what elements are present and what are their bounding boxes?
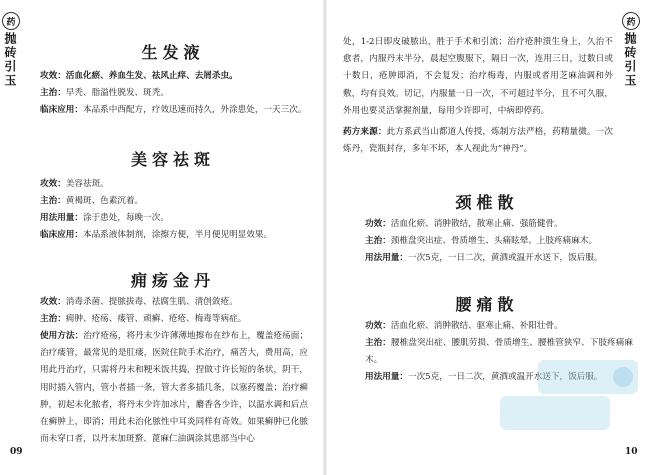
indication-text: 早秃、脂溢性脱发、斑秃。 (65, 88, 169, 98)
indication-text: 痈肿、疮疡、瘘管、顽癣、疮疮、梅毒等病症。 (65, 314, 247, 324)
clinical-label: 临床应用： (40, 230, 83, 240)
section-5-indication (365, 335, 633, 369)
section-4-usage (365, 250, 633, 267)
page-number-right: 10 (625, 447, 638, 457)
efficacy-text: 活血化瘀、消肿散结，散寒止痛、强筋健骨。 (390, 219, 563, 229)
usage-label: 用法用量： (365, 372, 408, 382)
usage-label: 用法用量： (40, 213, 83, 223)
source-label: 药方来源： (343, 127, 387, 137)
efficacy-label: 功效： (365, 219, 391, 229)
usage-label: 用法用量： (365, 253, 408, 263)
section-4-indication (365, 233, 633, 250)
efficacy-label: 攻效： (40, 297, 66, 307)
right-page (325, 0, 650, 475)
section-2-clinical (40, 227, 308, 244)
seal-right (622, 12, 640, 88)
efficacy-text: 活血化瘀、养血生发、祛风止痒、去屑杀虫。 (65, 71, 238, 81)
indication-text: 黄褐斑、色素沉着。 (65, 196, 144, 206)
seal-circle-icon: 药 (2, 12, 20, 30)
usage-text: 涂于患处，每晚一次。 (82, 213, 169, 223)
indication-label: 主治： (40, 88, 66, 98)
clinical-label: 临床应用： (40, 105, 83, 115)
section-2-efficacy (40, 176, 308, 193)
source-note (343, 124, 613, 158)
section-3-efficacy (40, 294, 308, 311)
usage-text: 一次5克，一日二次，黄酒或温开水送下，饭后服。 (407, 372, 603, 382)
section-title-ulcer-pill: 痈疡金丹 (130, 271, 215, 290)
seal-circle-icon: 药 (622, 12, 640, 30)
efficacy-text: 美容祛斑。 (65, 179, 109, 189)
usage-text: 一次5克，一日二次，黄酒或温开水送下，饭后服。 (407, 253, 603, 263)
section-1-efficacy (40, 68, 308, 85)
seal-text: 抛砖引玉 (623, 32, 637, 88)
section-1-clinical (40, 102, 308, 119)
indication-label: 主治： (40, 314, 66, 324)
section-2-indication (40, 193, 308, 210)
seal-left (2, 12, 20, 88)
clinical-text: 本品系液体制剂，涂擦方便，半月便见明显效果。 (82, 230, 273, 240)
section-2-usage (40, 210, 308, 227)
efficacy-label: 攻效： (40, 179, 66, 189)
indication-text: 颈椎盘突出症、骨质增生、头痛眩晕、上肢疼痛麻木。 (390, 236, 598, 246)
efficacy-text: 活血化瘀、消肿散结、驱寒止痛、补阳壮骨。 (390, 321, 563, 331)
section-3-indication (40, 311, 308, 328)
section-title-waist-powder: 腰痛散 (455, 295, 519, 314)
efficacy-text: 消毒杀菌、提脓拔毒、祛腐生肌、清创敛疮。 (65, 297, 238, 307)
indication-label: 主治： (40, 196, 66, 206)
indication-label: 主治： (365, 338, 391, 348)
indication-label: 主治： (365, 236, 391, 246)
section-title-neck-powder: 颈椎散 (455, 193, 519, 212)
section-5-usage (365, 369, 633, 386)
continuation-paragraph: 处，1-2日即皮破脓出，胜于手术和引流；治疗疮肿溃生身上，久治不愈者，内服丹末半分，晨起空腹服下，隔日一次，连用三日，过数日或十数日，疮肿即消，不会复发；治疗梅毒，内服或者用芝麻油调和外敷，均有良效。切记，内服量一日一次，不可超过半分，且不可久服，外用也要灵活掌握剂量，每用少许即可，中病即停药。 (343, 37, 613, 116)
section-3-method (40, 328, 308, 448)
indication-text: 腰椎盘突出症、腰肌劳损、骨质增生、腰椎管狭窄、下肢疼痛麻木。 (365, 338, 633, 366)
efficacy-label: 攻效： (40, 71, 66, 81)
method-text: 治疗疮疡，将丹末少许薄薄地擦布在纱布上，覆盖疮疡面；治疗瘘管，最常见的是肛瘘，医院住院手术治疗，痛苦大，费用高，应用此丹治疗，只需将丹末和粳米饭共捣，捏做寸许长短的条状，阴干，用时插入管内，管小者插一条，管大者多插几条，以塞药覆盖；治疗癣肿，初起未化脓者，将丹末少许加冰片，麝香各少许，以温水调和后点在癣肿上，即消；用此未治化脓性中耳炎同样有奇效。如果癣肿已化脓而未穿口者，以丹末加斑蝥、蓖麻仁油调涂其患部当中心 (40, 331, 308, 445)
clinical-text: 本品系中西配方，疗效迅速而持久，外涂患处，一天三次。 (82, 105, 307, 115)
seal-text: 抛砖引玉 (3, 32, 17, 88)
section-title-beauty-spot: 美容祛斑 (130, 150, 215, 169)
section-1-indication (40, 85, 308, 102)
section-title-hair-lotion: 生发液 (141, 43, 205, 62)
method-label: 使用方法： (40, 331, 84, 341)
section-4-efficacy (365, 216, 633, 233)
efficacy-label: 功效： (365, 321, 391, 331)
source-text: 此方系武当山都道人传授，炼制方法严格，药精量微。一次炼丹，瓷瓶封存，多年不坏，本人视此为“神丹”。 (343, 127, 613, 155)
section-5-efficacy (365, 318, 633, 335)
page-number-left: 09 (10, 447, 23, 457)
